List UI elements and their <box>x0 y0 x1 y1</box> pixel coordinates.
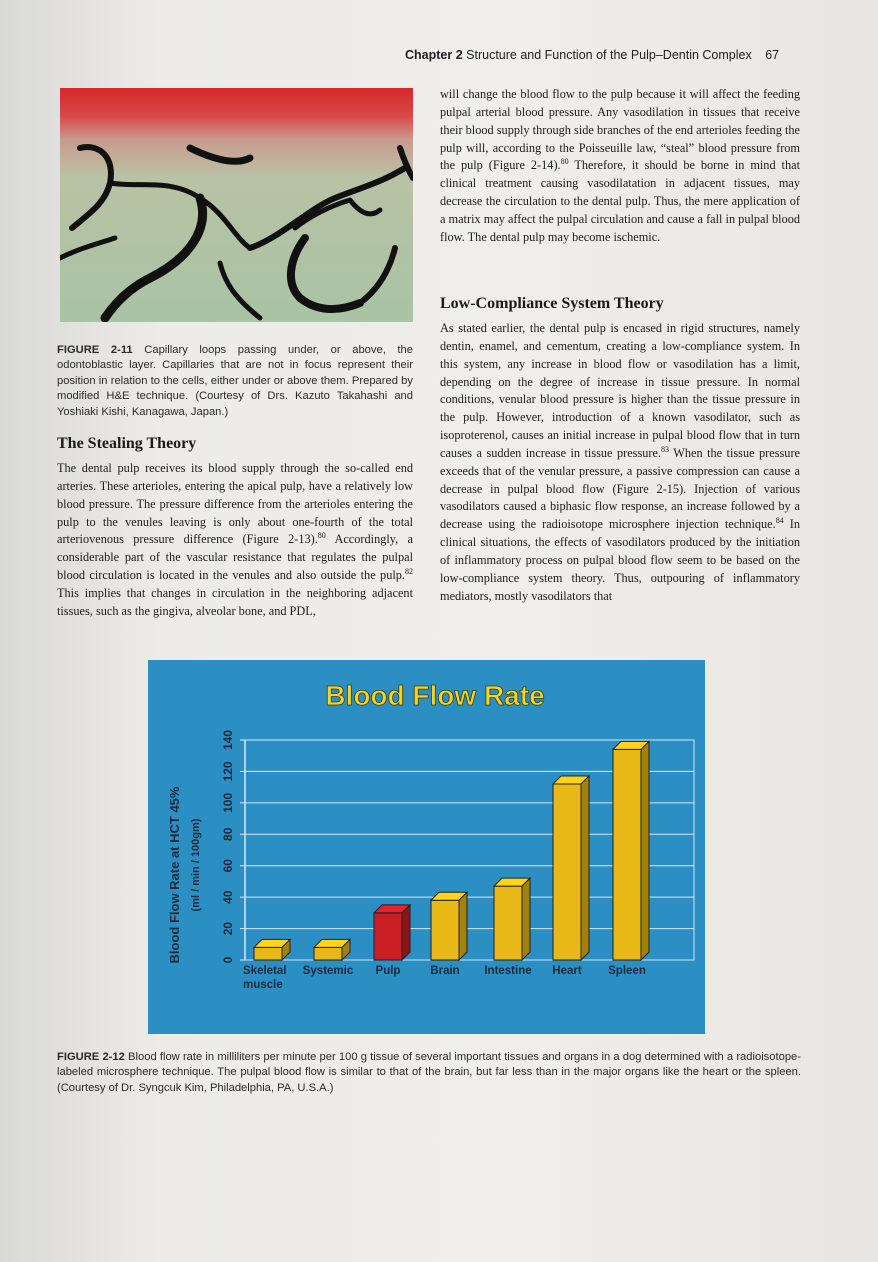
right-top-text-2: Therefore, it should be borne in mind that clinical treatment causing vasodilatation in adjacent tissues, may decrease the circulation to the dental pulp. Thus, the mere application of a matrix may affect the pulpal circulation and cause a fall in pulpal blood flow. The dental pulp may become ischemic. <box>440 158 801 244</box>
y-tick-label: 100 <box>221 792 235 813</box>
x-tick-label: Skeletal <box>243 965 287 977</box>
bar-side <box>459 892 467 960</box>
x-tick-label: Heart <box>552 965 582 977</box>
ref-84: 84 <box>775 516 784 526</box>
x-tick-label: Spleen <box>608 965 646 977</box>
figure-2-12-label: FIGURE 2-12 <box>57 1051 125 1063</box>
y-axis-label: Blood Flow Rate at HCT 45% <box>167 786 182 964</box>
blood-flow-rate-chart <box>148 660 705 1034</box>
right-column-top-paragraph <box>440 86 800 247</box>
x-tick-label: Intestine <box>484 965 532 977</box>
running-header <box>405 48 779 62</box>
figure-2-11-label: FIGURE 2-11 <box>57 344 133 356</box>
bar-front <box>254 947 282 960</box>
low-compliance-paragraph <box>440 320 800 606</box>
ref-82: 82 <box>405 566 413 576</box>
x-tick-label: Pulp <box>375 965 401 977</box>
bar-side <box>402 905 410 960</box>
page-number: 67 <box>765 48 780 62</box>
figure-2-12-caption <box>57 1050 801 1096</box>
stealing-theory-paragraph <box>57 460 413 621</box>
bar-side <box>581 776 589 960</box>
x-tick-label: Brain <box>430 965 460 977</box>
bar-front <box>431 900 459 960</box>
y-axis-unit: (ml / min / 100gm) <box>190 818 202 912</box>
low-compliance-heading: Low-Compliance System Theory <box>440 295 664 312</box>
low-compliance-text-1: As stated earlier, the dental pulp is encased in rigid structures, namely dentin, enamel, and cementum, creating a low-compliance system. In this system, any increase in blood flow or vasodilation has a limit, depending on the degree of increase in tissue pressure. In normal conditions, venular blood pressure is higher than the tissue pressure in the pulp. However, introduction of a known vasodilator, such as isoproterenol, causes an initial increase in pulpal blood flow that in turn causes a sudden increase in tissue pressure. <box>440 321 800 460</box>
right-top-text-1: will change the blood flow to the pulp because it will affect the feeding pulpal arterial blood pressure. Any vasodilation in tissues that receive their blood supply through side branches of the end arterioles feeding the pulp will, according to the Poisseuille law, “steal” blood pressure from the pulp (Figure 2-14). <box>440 87 800 173</box>
chart-svg <box>148 660 705 1034</box>
low-compliance-text-3: In clinical situations, the effects of vasodilators produced by the initiation of inflammatory process on pulpal blood flow seem to be based on the low-compliance system theory. Thus, outpouring of inflammatory mediators, mostly vasodilators that <box>440 517 800 603</box>
bar-side <box>522 878 530 960</box>
chapter-label: Chapter 2 <box>405 48 463 62</box>
chart-title: Blood Flow Rate <box>325 680 545 711</box>
bar-front <box>314 947 342 960</box>
y-tick-label: 60 <box>221 859 235 873</box>
y-tick-label: 80 <box>221 827 235 841</box>
bar-front <box>374 913 402 960</box>
figure-2-11-caption <box>57 343 413 420</box>
low-compliance-text-2: When the tissue pressure exceeds that of the venular pressure, a passive compression can cause a decrease in pulpal blood flow (Figure 2-15). Injection of various vasodilators caused a biphasic flow response, an increase followed by a decrease using the radioisotope microsphere injection technique. <box>440 445 800 532</box>
y-tick-label: 20 <box>221 921 235 936</box>
bar-front <box>553 784 581 960</box>
chapter-title: Structure and Function of the Pulp–Dentin Complex <box>466 48 752 62</box>
stealing-text-2: Accordingly, a considerable part of the vascular resistance that regulates the pulpal blood circulation is located in the venules and also outside the pulp. <box>57 532 414 583</box>
y-tick-label: 40 <box>221 890 235 904</box>
stealing-text-1: The dental pulp receives its blood supply through the so-called end arteries. These arterioles, entering the apical pulp, have a relatively low blood pressure. The pressure difference from the arterioles entering the pulp to the venules leaving is only about one-fourth of the total arteriovenous pressure difference (Figure 2-13). <box>57 461 413 547</box>
ref-83: 83 <box>661 444 670 454</box>
stealing-theory-heading: The Stealing Theory <box>57 435 197 452</box>
x-tick-label: muscle <box>243 979 283 991</box>
x-tick-label: Systemic <box>302 965 354 977</box>
figure-2-11-text: Capillary loops passing under, or above, the odontoblastic layer. Capillaries that are not in focus represent their position in relation to the cells, either under or above them. Prepared by modified H&E technique. (Courtesy of Drs. Kazuto Takahashi and Yoshiaki Kishi, Kanagawa, Japan.) <box>57 344 413 418</box>
ref-80: 80 <box>317 531 326 541</box>
figure-2-12-text: Blood flow rate in milliliters per minute per 100 g tissue of several important tissues and organs in a dog determined with a radioisotope-labeled microsphere technique. The pulpal blood flow is similar to that of the brain, but far less than in the major organs like the heart or the spleen. (Courtesy of Dr. Syngcuk Kim, Philadelphia, PA, U.S.A.) <box>57 1051 801 1094</box>
ref-80-right: 80 <box>560 157 569 167</box>
capillary-micrograph <box>60 88 413 322</box>
bar-front <box>494 886 522 960</box>
y-tick-label: 120 <box>221 761 235 782</box>
bar-side <box>641 741 649 960</box>
bar-front <box>613 749 641 960</box>
y-tick-label: 0 <box>221 956 235 964</box>
stealing-text-3: This implies that changes in circulation in the neighboring adjacent tissues, such as the gingiva, alveolar bone, and PDL, <box>57 585 413 618</box>
y-tick-label: 140 <box>221 729 235 751</box>
